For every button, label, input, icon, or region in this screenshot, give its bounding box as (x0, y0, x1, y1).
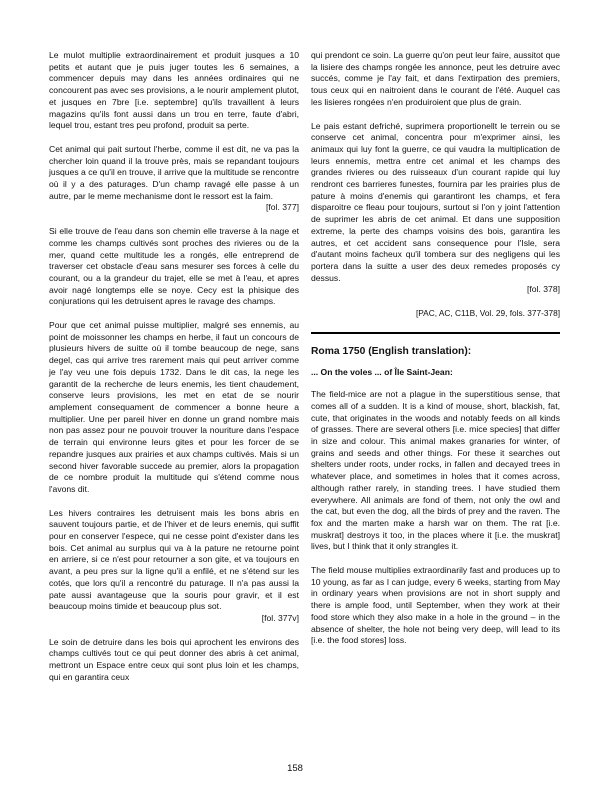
source-citation: [PAC, AC, C11B, Vol. 29, fols. 377-378] (415, 308, 560, 319)
folio-ref: [fol. 378] (527, 284, 560, 295)
paragraph: qui prendont ce soin. La guerre qu'on peut leur faire, aussitot que la lisiere des champs rongée les annonce, peut les detruire avec succés, comme je l'ay fait, et dans l'extirpation des premiers, tous ceux qui en naitroient dans le courant de l'été. Auquel cas les lisieres rongées n'en produiroient que plus de grain. (311, 50, 560, 107)
left-column (49, 50, 299, 695)
section-divider (311, 332, 560, 334)
paragraph: The field-mice are not a plague in the superstitious sense, that comes all of a sudden. It is a kind of mouse, short, blackish, fat, cute, that originates in the woods and notably feeds on all kinds of grasses. There are several others [i.e. mice species] that differ in size and colour. This animal makes granaries for winter, of grains and seeds and other things. For these it searches out shelters under roots, under rocks, in fallen and decayed trees in whatever place, and sometimes in holes that it comes across, although rather rarely, in standing trees. I have studied them everywhere. All animals are fond of them, not only the owl and the cat, but even the dog, all the birds of prey and the raven. The fox and the marten make a harsh war on them. The rat [i.e. muskrat] destroys it too, in the places where it [i.e. the muskrat] lives, but I think that it only strangles it. (311, 389, 560, 552)
paragraph (311, 121, 560, 297)
paragraph (49, 508, 299, 625)
paragraph (49, 144, 299, 214)
paragraph: The field mouse multiplies extraordinarily fast and produces up to 10 young, as far as I can judge, every 6 weeks, starting from May in ordinary years when provisions are not in short supply and there is ample food, until September, when they work at their food store which they also make in a hole in the ground – in the absence of shelter, the hole not being very deep, will lead to its [i.e. the food stores] loss. (311, 565, 560, 646)
section-subheading: ... On the voles ... of Île Saint-Jean: (311, 367, 453, 378)
paragraph-text: Cet animal qui pait surtout l'herbe, comme il est dit, ne va pas la chercher loin quand il la trouve près, mais se repandant toujours jusques a ce qu'il en trouve, il arrive que la multitude se rencontre où il y a des paturages. D'un champ ravagé elle passe à un autre, par le meme mechanisme dont le ressort est la faim. (49, 143, 299, 201)
right-column (311, 50, 560, 659)
paragraph-text: Les hivers contraires les detruisent mais les bons abris en sauvent toujours partie, et de l'hiver et de leurs enemis, qui suffit pour en conserver l'espece, qui ne cesse point d'exister dans les bois. Cet animal au surplus qui va à la pature ne retourne point en arriere, si ce n'est pour retourner a son gite, et va toujours en avant, a peu pres sur la ligne qu'il a enfilé, et ne s'étend sur les cotés, que lors qu'il a rencontré du paturage. Il n'a pas aussi la pate aussi avantageuse que la souris pour gravir, et il est beaucoup moins timide et beaucoup plus sot. (49, 507, 299, 612)
section-heading: Roma 1750 (English translation): (311, 345, 472, 357)
folio-ref: [fol. 377] (266, 202, 299, 213)
folio-ref: [fol. 377v] (261, 612, 299, 623)
paragraph: Le soin de detruire dans les bois qui aprochent les environs des champs cultivés tout ce qui peut donner des abris à cet animal, mettront un Espace entre ceux qui sont plus loin et les champs, qui en garantira ceux (49, 636, 299, 682)
paragraph: Pour que cet animal puisse multiplier, malgré ses ennemis, au point de moissonner les champs en herbe, il faut un concours de plusieurs hivers de suitte où il tombe beaucoup de nege, sans degel, cas qui arrive tres rarement mais qui peut arriver comme je l'ay veu une fois depuis 1732. Dans le dit cas, la nege les garantit de la recherche de leurs enemis, les tient chaudement, conserve leurs provisions, les met en etat de se nourir amplement consequament de commencer a bonne heure a multiplier. Une per pareil hiver en donne un grand nombre mais non pas assez pour ne pouvoir trouver la nouriture dans l'espace de terrain qui environne leurs gites et pour les forcer de se repandre jusques aux prairies et aux champs cultivés. Mais si un second hiver favorable succede au premier, alors la propagation de ce nombre produit la multitude qui s'étend comme nous l'avons dit. (49, 320, 299, 494)
paragraph: Le mulot multiplie extraordinairement et produit jusques a 10 petits et autant que je puis juger toutes les 6 semaines, a commencer depuis may dans les années ordinaires qui ne concourent pas avec ses provisions, a le nourir amplement plutot, et jusques en 7bre [i.e. septembre] qu'ils travaillent à leurs magazins qu'ils font aussi dans un trou en terre, faute d'abri, lequel trou, estant tres peu profond, produit sa perte. (49, 50, 299, 131)
page-number: 158 (287, 763, 303, 774)
paragraph: Si elle trouve de l'eau dans son chemin elle traverse à la nage et comme les champs cultivés sont proches des rivieres ou de la mer, quand cette multitude les a rongés, elle entreprend de traverser cet obstacle d'eau sans mesurer ses forces à celle du courant, ou a la grandeur du trajet, elle se met à l'eau, et apres avoir nagé longtemps elle se noye. Cecy est la phisique des conjurations qui les detruisent apres le ravage des champs. (49, 226, 299, 307)
paragraph-text: Le pais estant defriché, suprimera proportionellt le terrein ou se conserve cet animal, concentra pour m'exprimer ainsi, les animaux qui luy font la guerre, ce qui vaudra la multiplication de leurs ennemis, mettra entre cet animal et les champs des grandes rivieres ou des ruisseaux d'un courant rapide qui luy rendront ces barrieres funestes, fournira par les prairies plus de pature à moins d'enemis qui garantiront les champs, et fera disparoitre ce fleau pour toujours, surtout si l'on y joint l'attention de suprimer les abris de cet animal. Et dans une supposition extreme, la perte des champs voisins des bois, garantira les autres, et cet accident sans consequence pour l'Isle, sera d'autant moins facheux qu'il tombera sur des negligens qui les portera dans la suitte a user des deux remedes proposés cy dessus. (311, 120, 560, 283)
